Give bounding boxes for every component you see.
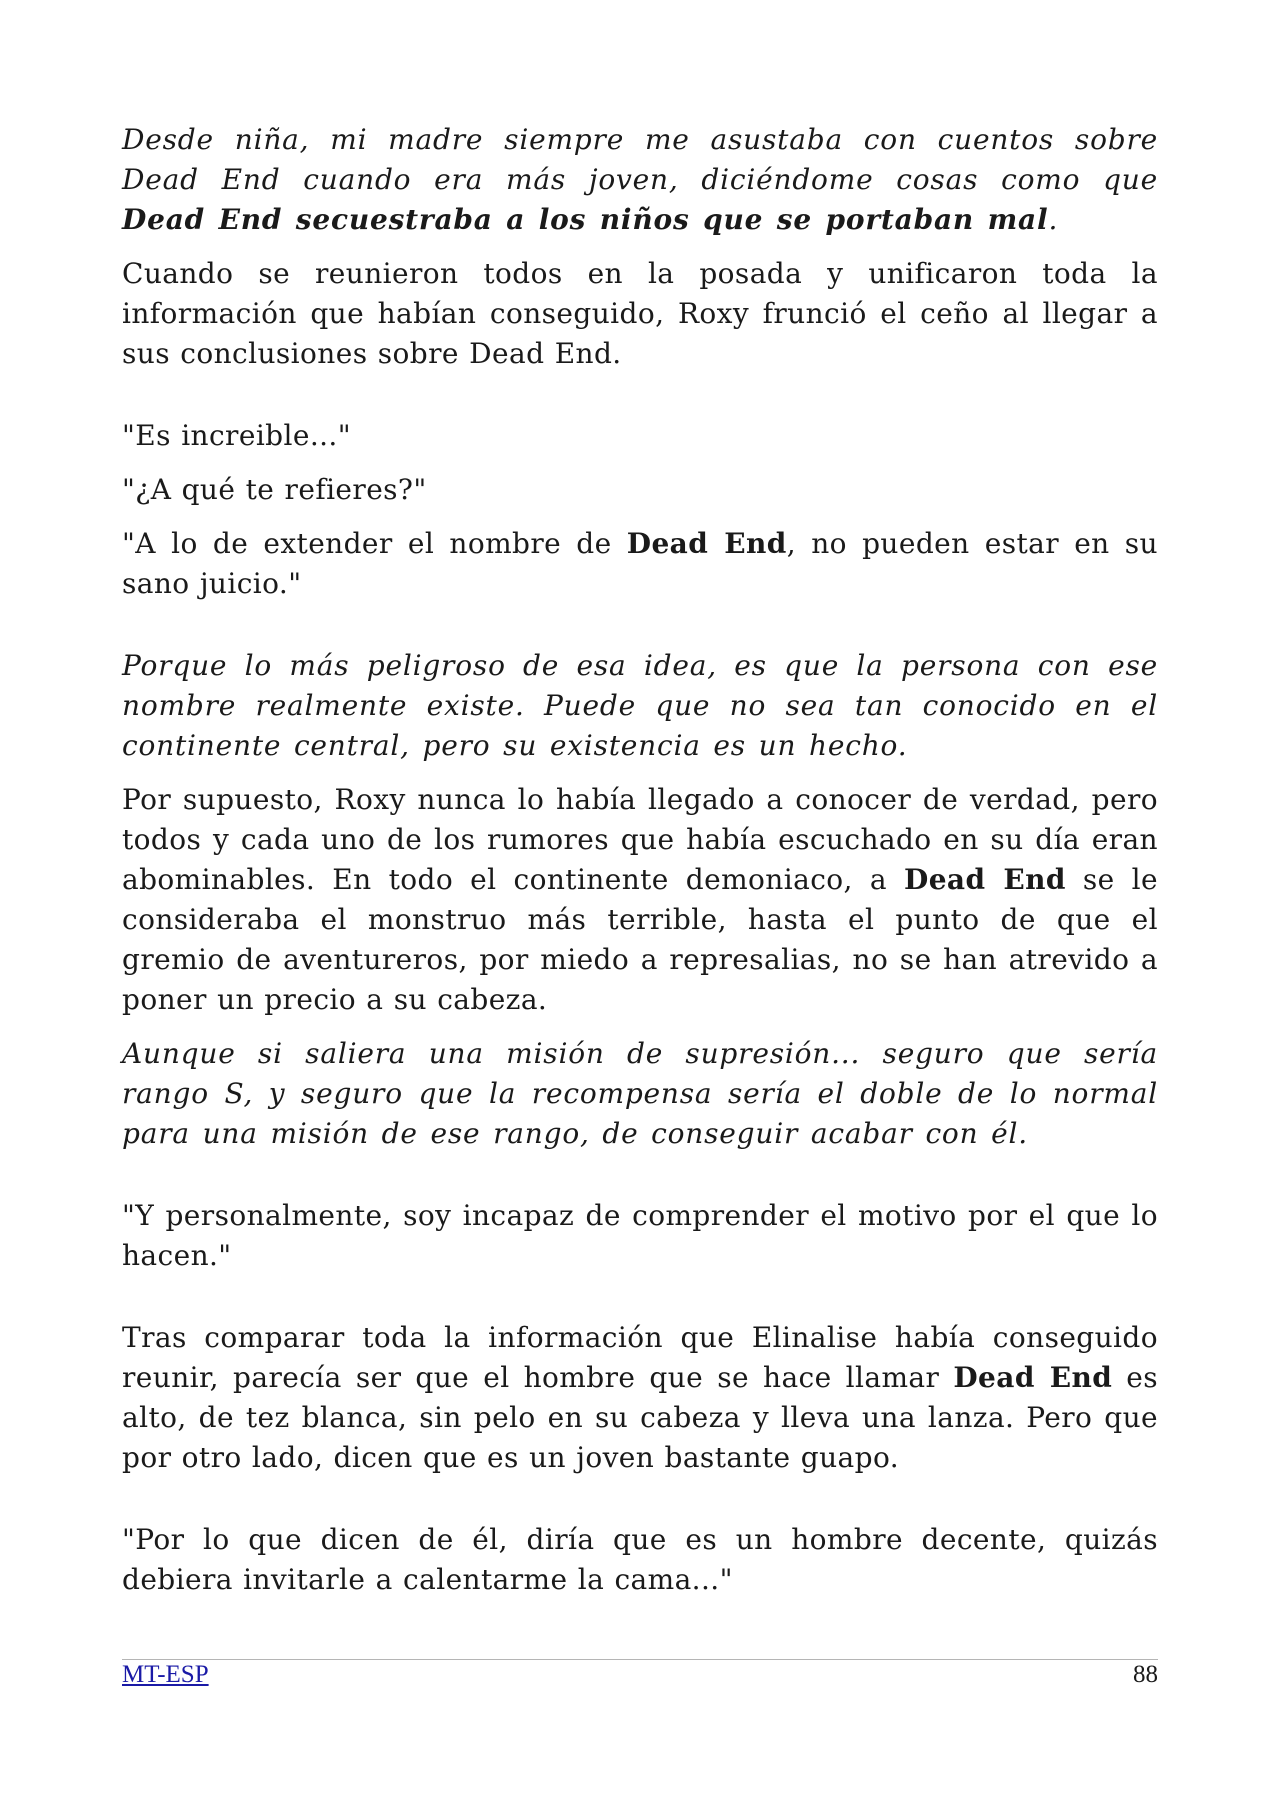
footer-link-mt-esp[interactable]: MT-ESP [122, 1661, 209, 1688]
text-segment: "Es increible..." [122, 419, 351, 452]
narrative-paragraph [122, 1196, 1158, 1276]
text-segment: "¿A qué te refieres?" [122, 473, 427, 506]
text-segment: "Y personalmente, soy incapaz de comprender el motivo por el que lo hacen." [122, 1199, 1158, 1272]
narrative-paragraph [122, 470, 1158, 510]
thought-paragraph [122, 646, 1158, 766]
text-segment: "Por lo que dicen de él, diría que es un hombre decente, quizás debiera invitarle a calentarme la cama..." [122, 1523, 1158, 1596]
text-segment: "A lo de extender el nombre de [122, 527, 627, 560]
page-number: 88 [1133, 1661, 1158, 1688]
narrative-paragraph [122, 780, 1158, 1020]
thought-paragraph [122, 120, 1158, 240]
footer-divider [122, 1659, 1158, 1660]
text-segment: Aunque si saliera una misión de supresión... seguro que sería rango S, y seguro que la recompensa sería el doble de lo normal para una misión de ese rango, de conseguir acabar con él. [122, 1037, 1158, 1150]
text-segment: Cuando se reunieron todos en la posada y unificaron toda la información que habían conseguido, Roxy frunció el ceño al llegar a sus conclusiones sobre Dead End. [122, 257, 1158, 370]
thought-paragraph [122, 1034, 1158, 1154]
narrative-paragraph [122, 254, 1158, 374]
narrative-paragraph [122, 1520, 1158, 1600]
text-segment: . [1048, 203, 1059, 236]
text-segment: se le consideraba el monstruo más terrible, hasta el punto de que el gremio de aventureros, por miedo a represalias, no se han atrevido a poner un precio a su cabeza. [122, 863, 1158, 1016]
text-segment: Por supuesto, Roxy nunca lo había llegado a conocer de verdad, pero todos y cada uno de los rumores que había escuchado en su día eran abominables. En todo el continente demoniaco, a [122, 783, 1158, 896]
narrative-paragraph [122, 524, 1158, 604]
narrative-paragraph [122, 1318, 1158, 1478]
bold-text-segment: Dead End [953, 1361, 1113, 1394]
text-segment: es alto, de tez blanca, sin pelo en su cabeza y lleva una lanza. Pero que por otro lado, dicen que es un joven bastante guapo. [122, 1361, 1158, 1474]
bold-text-segment: Dead End secuestraba a los niños que se portaban mal [122, 203, 1049, 236]
body-text [122, 120, 1158, 1614]
bold-text-segment: Dead End [626, 527, 787, 560]
text-segment: Tras comparar toda la información que Elinalise había conseguido reunir, parecía ser que el hombre que se hace llamar [122, 1321, 1158, 1394]
narrative-paragraph [122, 416, 1158, 456]
text-segment: Porque lo más peligroso de esa idea, es que la persona con ese nombre realmente existe. Puede que no sea tan conocido en el continente central, pero su existencia es un hecho. [122, 649, 1158, 762]
text-segment: , no pueden estar en su sano juicio." [122, 527, 1158, 600]
bold-text-segment: Dead End [904, 863, 1066, 896]
text-segment: Desde niña, mi madre siempre me asustaba con cuentos sobre Dead End cuando era más joven, diciéndome cosas como que [122, 123, 1158, 196]
